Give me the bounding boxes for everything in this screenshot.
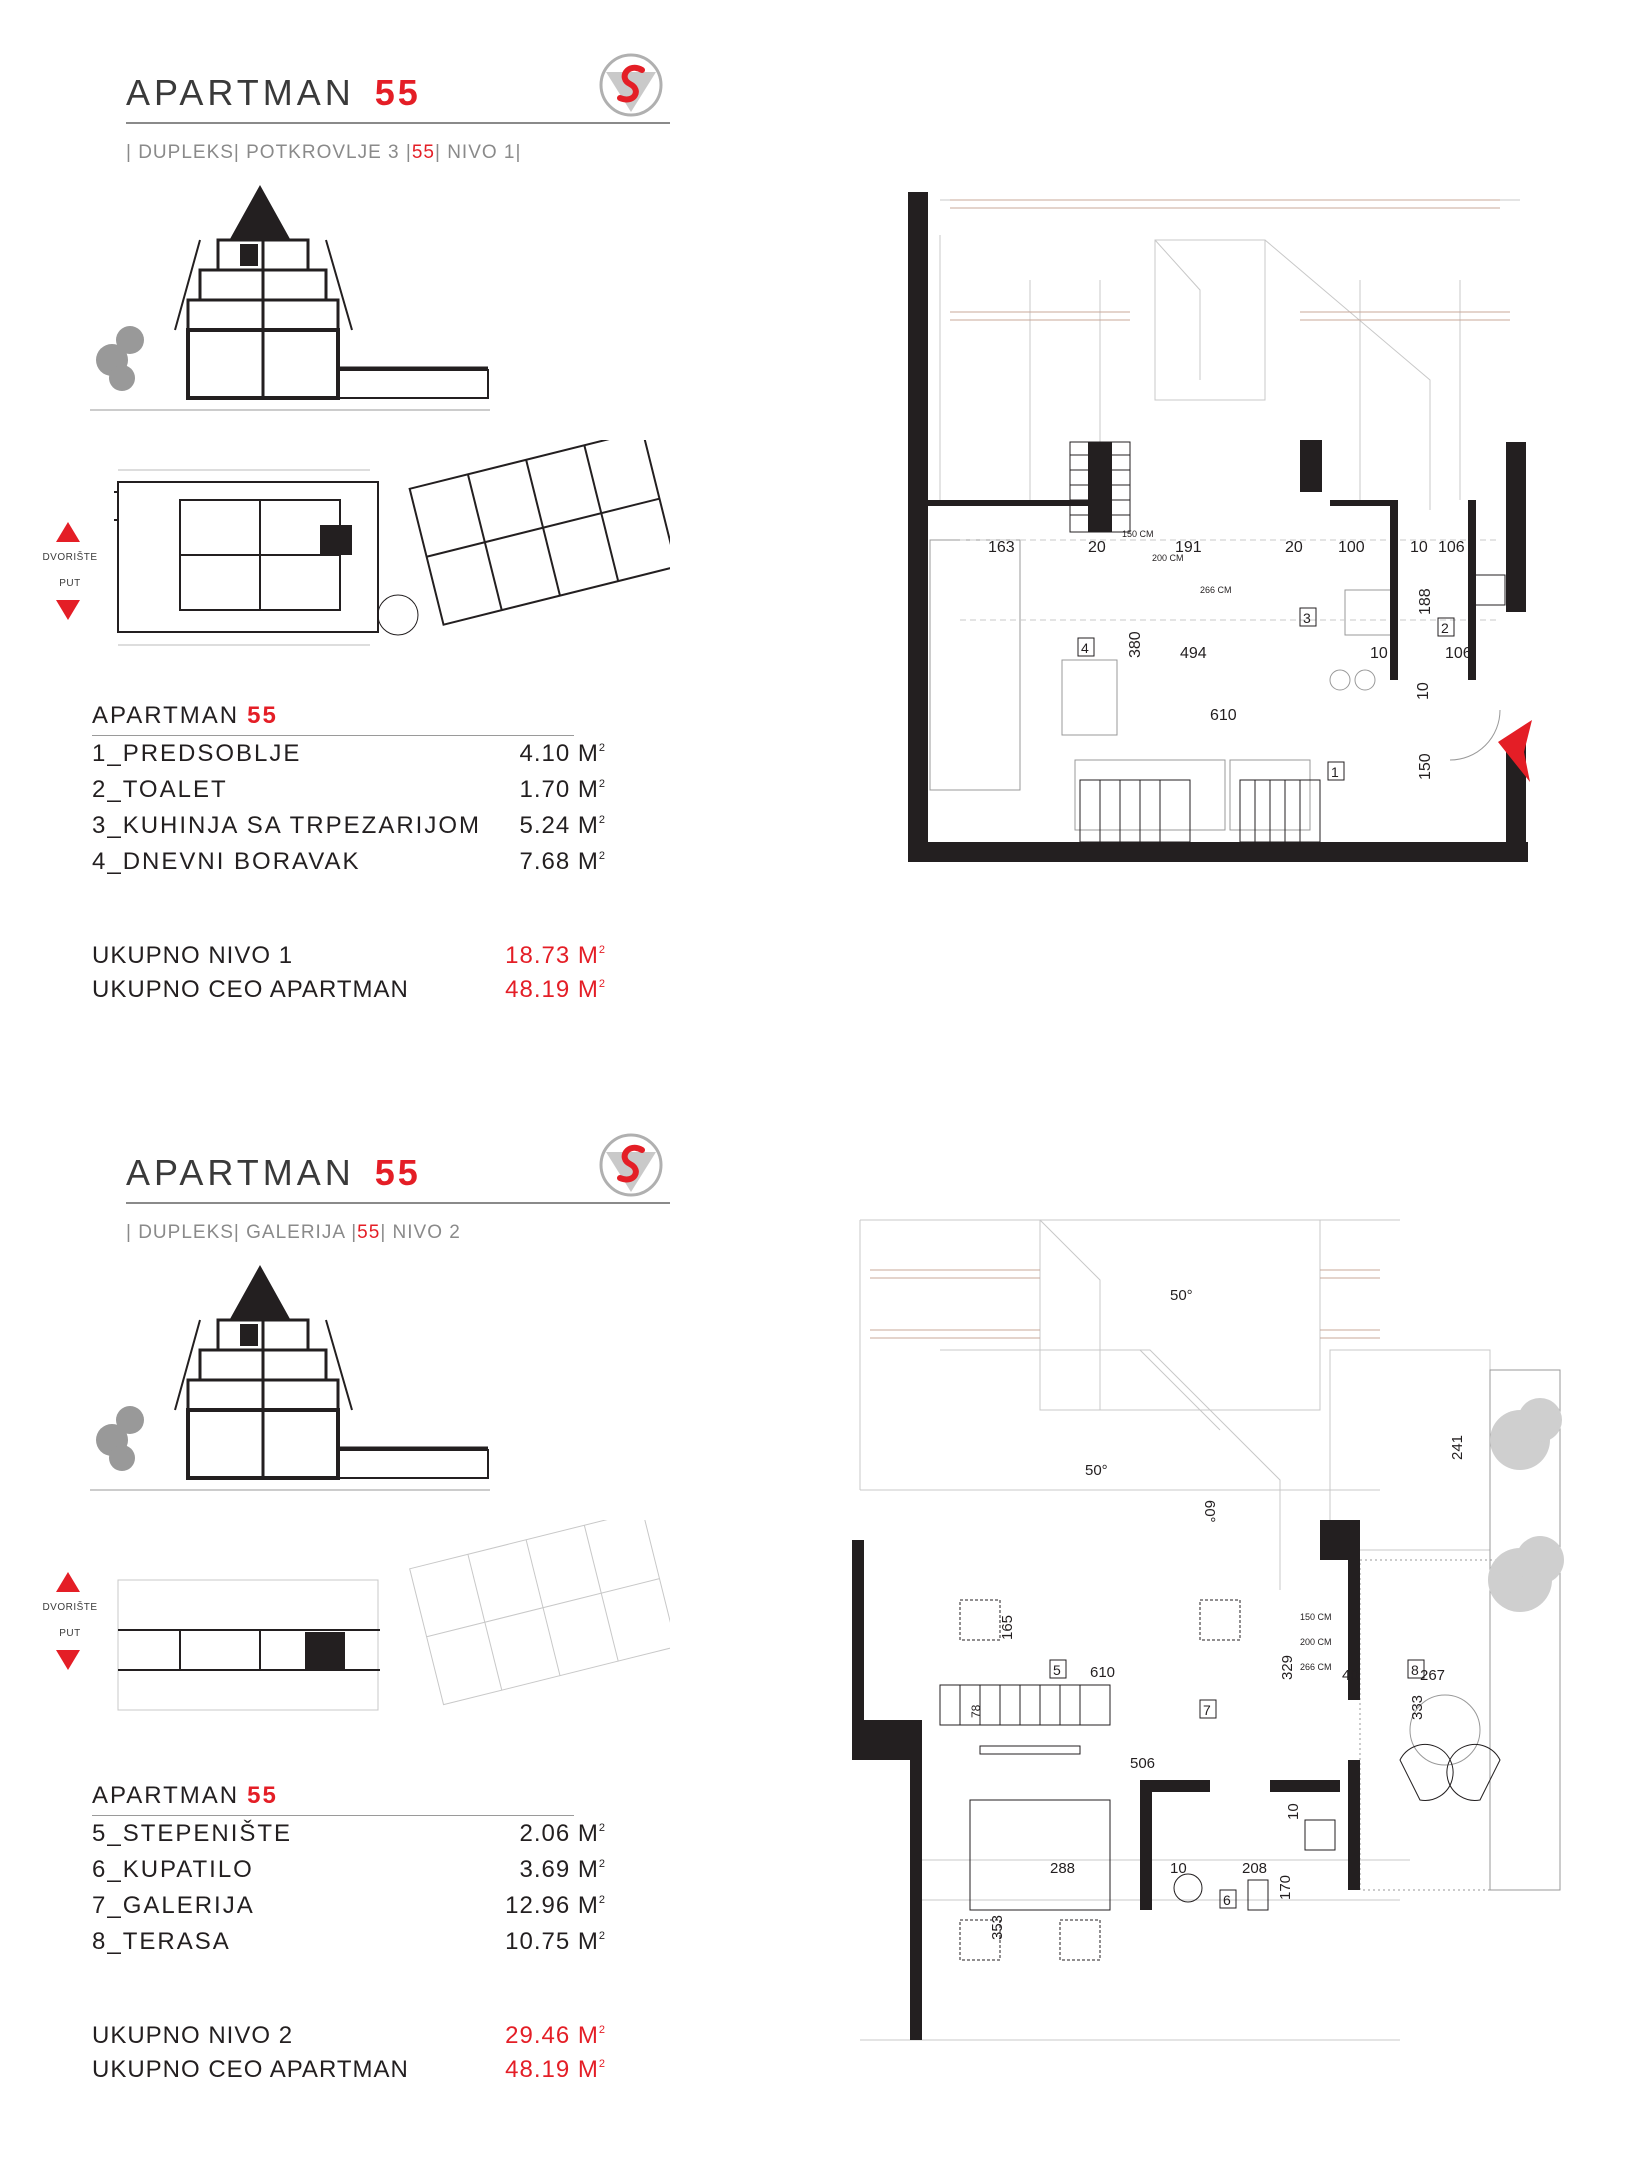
dim-label: 150 — [1417, 753, 1434, 780]
subtitle-suffix: | NIVO 1| — [434, 142, 522, 163]
room-area — [520, 812, 607, 840]
dim-label: 60° — [1201, 1500, 1218, 1523]
direction-up-arrow-icon — [56, 522, 80, 542]
site-plan-drawing — [90, 1520, 670, 1750]
total-apartment-unit: 2 — [598, 978, 606, 990]
floor-plan-level1 — [900, 180, 1540, 880]
dim-label: 506 — [1130, 1755, 1156, 1772]
total-level-label: UKUPNO NIVO 2 — [92, 2022, 294, 2049]
level2-section — [0, 1080, 1646, 2160]
room-row — [92, 848, 606, 882]
total-apartment-label: UKUPNO CEO APARTMAN — [92, 976, 409, 1003]
brand-logo-icon — [598, 52, 664, 118]
room-number-label: 3 — [1303, 610, 1311, 626]
room-row — [92, 1892, 606, 1926]
room-name: 4_DNEVNI BORAVAK — [92, 848, 361, 875]
room-area-unit: 2 — [598, 814, 606, 826]
subtitle-suffix: | NIVO 2 — [380, 1222, 461, 1243]
rooms-rule — [92, 735, 574, 736]
room-name: 7_GALERIJA — [92, 1892, 255, 1919]
rooms-heading-text: APARTMAN — [92, 702, 240, 729]
subtitle-prefix: | DUPLEKS| GALERIJA | — [126, 1222, 358, 1243]
title-text: APARTMAN — [126, 72, 355, 113]
dim-label: 100 — [1338, 539, 1365, 556]
rooms-heading-text: APARTMAN — [92, 1782, 240, 1809]
total-apartment-unit: 2 — [598, 2058, 606, 2070]
dim-label: 40 — [1342, 1667, 1359, 1684]
dim-label: 106 — [1438, 539, 1465, 556]
title-rule — [126, 122, 670, 124]
direction-up-arrow-icon — [56, 1572, 80, 1592]
room-row — [92, 740, 606, 774]
dim-label: 170 — [1277, 1874, 1294, 1900]
total-apartment-area — [505, 2056, 606, 2084]
room-area-unit: 2 — [598, 778, 606, 790]
room-name: 3_KUHINJA SA TRPEZARIJOM — [92, 812, 481, 839]
direction-bottom-label: PUT — [59, 1628, 81, 1639]
room-area — [520, 1856, 607, 1884]
dim-label: 150 CM — [1300, 1612, 1332, 1622]
total-apartment-row — [92, 2056, 606, 2088]
subtitle-prefix: | DUPLEKS| POTKROVLJE 3 | — [126, 142, 412, 163]
room-area-value: 5.24 M — [519, 812, 599, 839]
subtitle — [126, 142, 521, 164]
total-level-area — [505, 942, 606, 970]
dim-label: 200 CM — [1300, 1637, 1332, 1647]
room-row — [92, 1856, 606, 1890]
room-number-label: 2 — [1441, 620, 1449, 636]
room-number-label: 8 — [1411, 1662, 1419, 1678]
dim-label: 353 — [989, 1914, 1006, 1940]
rooms-heading-number: 55 — [247, 702, 278, 729]
floor-plan-level2 — [840, 1200, 1600, 2080]
dim-label: 106 — [1445, 645, 1472, 662]
total-level-value: 29.46 M — [505, 2022, 599, 2049]
room-area-value: 12.96 M — [505, 1892, 599, 1919]
room-area-value: 1.70 M — [519, 776, 599, 803]
rooms-heading — [92, 702, 278, 730]
direction-down-arrow-icon — [56, 1650, 80, 1670]
dim-label: 10 — [1285, 1803, 1302, 1820]
dim-label: 10 — [1415, 682, 1432, 700]
dim-label: 191 — [1175, 539, 1202, 556]
room-number-label: 6 — [1223, 1892, 1231, 1908]
room-area-value: 2.06 M — [519, 1820, 599, 1847]
room-number-label: 1 — [1331, 764, 1339, 780]
dim-label: 266 CM — [1200, 585, 1232, 595]
total-level-area — [505, 2022, 606, 2050]
dim-label: 188 — [1417, 588, 1434, 615]
dim-label: 241 — [1449, 1434, 1466, 1460]
building-section-drawing — [90, 180, 500, 420]
room-name: 1_PREDSOBLJE — [92, 740, 302, 767]
total-apartment-value: 48.19 M — [505, 2056, 599, 2083]
dim-label: 266 CM — [1300, 1662, 1332, 1672]
total-level-row — [92, 942, 606, 974]
dim-label: 10 — [1170, 1860, 1187, 1877]
apartment-number: 55 — [374, 1152, 421, 1193]
dim-label: 610 — [1090, 1664, 1116, 1681]
rooms-rule — [92, 1815, 574, 1816]
dim-label: 10 — [1410, 539, 1428, 556]
dim-label: 10 — [1370, 645, 1388, 662]
room-area-unit: 2 — [598, 742, 606, 754]
rooms-heading — [92, 1782, 278, 1810]
total-level-value: 18.73 M — [505, 942, 599, 969]
title-rule — [126, 1202, 670, 1204]
total-apartment-label: UKUPNO CEO APARTMAN — [92, 2056, 409, 2083]
total-level-unit: 2 — [598, 2024, 606, 2036]
dim-label: 163 — [988, 539, 1015, 556]
dim-label: 494 — [1180, 645, 1207, 662]
total-level-row — [92, 2022, 606, 2054]
room-area — [520, 776, 607, 804]
total-apartment-row — [92, 976, 606, 1008]
room-name: 8_TERASA — [92, 1928, 231, 1955]
dim-label: 333 — [1409, 1694, 1426, 1720]
dim-label: 20 — [1285, 539, 1303, 556]
room-area-unit: 2 — [598, 1894, 606, 1906]
total-level-unit: 2 — [598, 944, 606, 956]
dim-label: 329 — [1279, 1654, 1296, 1680]
room-row — [92, 1820, 606, 1854]
apartment-number: 55 — [374, 72, 421, 113]
dim-label: 267 — [1420, 1667, 1446, 1684]
room-row — [92, 812, 606, 846]
room-area — [505, 1928, 606, 1956]
dim-label: 208 — [1242, 1860, 1268, 1877]
room-name: 5_STEPENIŠTE — [92, 1820, 293, 1847]
brand-logo-icon — [598, 1132, 664, 1198]
dim-label: 150 CM — [1122, 529, 1154, 539]
total-apartment-value: 48.19 M — [505, 976, 599, 1003]
direction-top-label: DVORIŠTE — [42, 1602, 98, 1613]
subtitle-number: 55 — [411, 142, 435, 163]
dim-label: 200 CM — [1152, 553, 1184, 563]
room-area-unit: 2 — [598, 850, 606, 862]
page-title — [126, 72, 421, 114]
room-row — [92, 776, 606, 810]
room-area-unit: 2 — [598, 1822, 606, 1834]
direction-down-arrow-icon — [56, 600, 80, 620]
dim-label: 610 — [1210, 707, 1237, 724]
room-area-unit: 2 — [598, 1858, 606, 1870]
title-text: APARTMAN — [126, 1152, 355, 1193]
room-number-label: 4 — [1081, 640, 1089, 656]
subtitle — [126, 1222, 461, 1244]
dim-label: 20 — [1088, 539, 1106, 556]
room-area-unit: 2 — [598, 1930, 606, 1942]
room-number-label: 5 — [1053, 1662, 1061, 1678]
direction-top-label: DVORIŠTE — [42, 552, 98, 563]
dim-label: 288 — [1050, 1860, 1076, 1877]
page-title — [126, 1152, 421, 1194]
rooms-heading-number: 55 — [247, 1782, 278, 1809]
site-plan-drawing — [90, 440, 670, 670]
subtitle-number: 55 — [357, 1222, 381, 1243]
room-area-value: 7.68 M — [519, 848, 599, 875]
room-name: 6_KUPATILO — [92, 1856, 254, 1883]
room-area — [520, 1820, 607, 1848]
dim-label: 50° — [1170, 1287, 1193, 1304]
room-area — [520, 848, 607, 876]
room-area-value: 3.69 M — [519, 1856, 599, 1883]
room-number-label: 7 — [1203, 1702, 1211, 1718]
dim-label: 78 — [969, 1704, 983, 1718]
room-area-value: 4.10 M — [519, 740, 599, 767]
total-apartment-area — [505, 976, 606, 1004]
dim-label: 380 — [1127, 631, 1144, 658]
dim-label: 50° — [1085, 1462, 1108, 1479]
direction-bottom-label: PUT — [59, 578, 81, 589]
total-level-label: UKUPNO NIVO 1 — [92, 942, 294, 969]
room-name: 2_TOALET — [92, 776, 228, 803]
room-area — [505, 1892, 606, 1920]
room-row — [92, 1928, 606, 1962]
room-area — [520, 740, 607, 768]
dim-label: 165 — [999, 1614, 1016, 1640]
building-section-drawing — [90, 1260, 500, 1500]
room-area-value: 10.75 M — [505, 1928, 599, 1955]
